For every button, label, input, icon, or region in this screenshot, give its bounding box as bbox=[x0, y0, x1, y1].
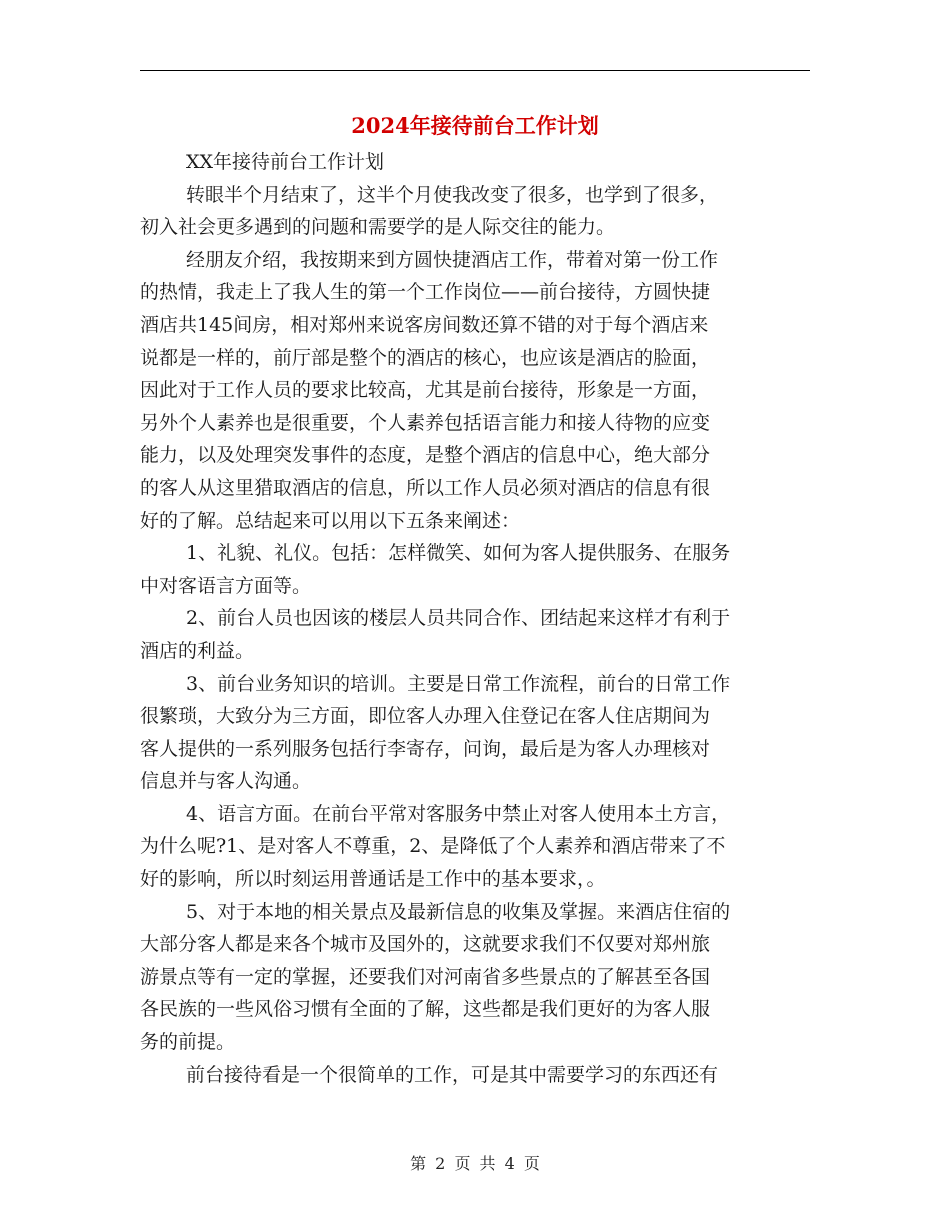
body-line: 另外个人素养也是很重要，个人素养包括语言能力和接人待物的应变 bbox=[140, 411, 711, 434]
body-line: 为什么呢?1、是对客人不尊重，2、是降低了个人素养和酒店带来了不 bbox=[140, 835, 726, 858]
body-line: 各民族的一些风俗习惯有全面的了解，这些都是我们更好的为客人服 bbox=[140, 998, 711, 1021]
body-line: 好的了解。总结起来可以用以下五条来阐述： bbox=[140, 509, 521, 532]
body-line: 说都是一样的，前厅部是整个的酒店的核心，也应该是酒店的脸面， bbox=[140, 346, 711, 369]
body-line: 酒店的利益。 bbox=[140, 639, 255, 662]
body-line: 能力，以及处理突发事件的态度，是整个酒店的信息中心，绝大部分 bbox=[140, 444, 711, 467]
page-number-footer: 第 2 页 共 4 页 bbox=[410, 1154, 540, 1173]
body-line: 的客人从这里猎取酒店的信息，所以工作人员必须对酒店的信息有很 bbox=[140, 476, 711, 499]
body-line: 中对客语言方面等。 bbox=[140, 574, 312, 597]
body-line: 5、对于本地的相关景点及最新信息的收集及掌握。来酒店住宿的 bbox=[186, 900, 731, 923]
body-line: 转眼半个月结束了，这半个月使我改变了很多，也学到了很多， bbox=[186, 183, 719, 206]
body-line: 2、前台人员也因该的楼层人员共同合作、团结起来这样才有利于 bbox=[186, 607, 731, 630]
body-line: 务的前提。 bbox=[140, 1031, 236, 1054]
body-line: 游景点等有一定的掌握，还要我们对河南省多些景点的了解甚至各国 bbox=[140, 965, 711, 988]
body-line: 初入社会更多遇到的问题和需要学的是人际交往的能力。 bbox=[140, 216, 616, 239]
body-line: 酒店共145间房，相对郑州来说客房间数还算不错的对于每个酒店来 bbox=[140, 313, 709, 336]
body-line: 经朋友介绍，我按期来到方圆快捷酒店工作，带着对第一份工作 bbox=[186, 248, 719, 271]
document-title: 2024年接待前台工作计划 bbox=[351, 113, 599, 138]
header-rule bbox=[140, 70, 810, 71]
body-line: 1、礼貌、礼仪。包括：怎样微笑、如何为客人提供服务、在服务 bbox=[186, 542, 731, 565]
body-line: 3、前台业务知识的培训。主要是日常工作流程，前台的日常工作 bbox=[186, 672, 731, 695]
body-line: 因此对于工作人员的要求比较高，尤其是前台接待，形象是一方面， bbox=[140, 379, 711, 402]
body-line: 很繁琐，大致分为三方面，即位客人办理入住登记在客人住店期间为 bbox=[140, 705, 711, 728]
body-line: 的热情，我走上了我人生的第一个工作岗位——前台接待，方圆快捷 bbox=[140, 281, 711, 304]
body-line: XX年接待前台工作计划 bbox=[186, 151, 385, 173]
body-line: 4、语言方面。在前台平常对客服务中禁止对客人使用本土方言， bbox=[186, 802, 731, 825]
document-body bbox=[140, 146, 810, 1091]
body-line: 好的影响，所以时刻运用普通话是工作中的基本要求，。 bbox=[140, 868, 606, 891]
body-line: 信息并与客人沟通。 bbox=[140, 770, 312, 793]
body-line: 大部分客人都是来各个城市及国外的，这就要求我们不仅要对郑州旅 bbox=[140, 933, 711, 956]
body-line: 前台接待看是一个很简单的工作，可是其中需要学习的东西还有 bbox=[186, 1063, 719, 1086]
body-line: 客人提供的一系列服务包括行李寄存，问询，最后是为客人办理核对 bbox=[140, 737, 711, 760]
